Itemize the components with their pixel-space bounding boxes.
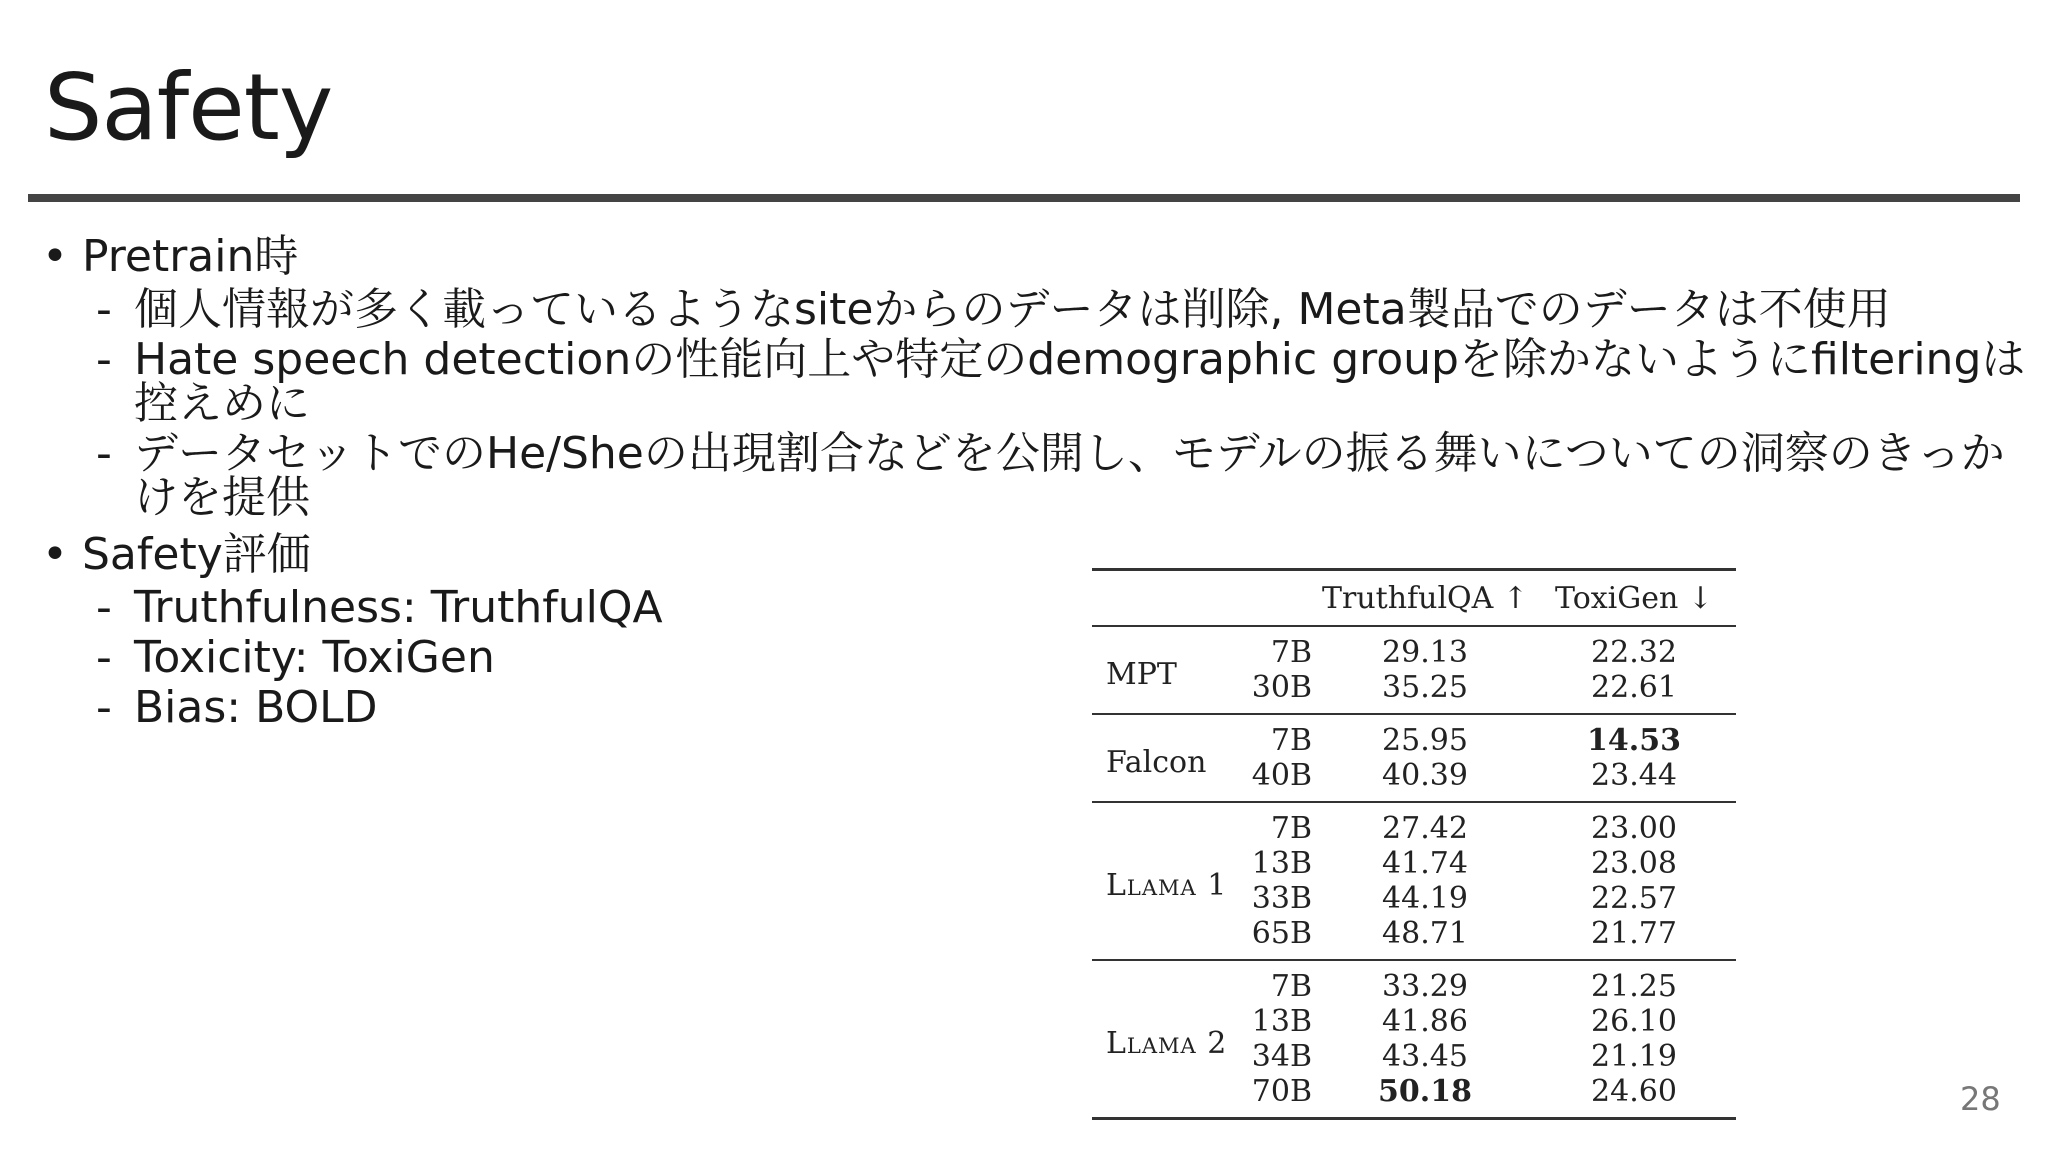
toxigen-cell: 21.77 [1591, 916, 1677, 951]
table-group [1092, 960, 1736, 1119]
toxigen-cell: 21.25 [1591, 969, 1677, 1004]
sub-bullet-marker: - [96, 632, 112, 683]
truthfulqa-cell: 41.86 [1382, 1004, 1468, 1039]
sub-bullet-marker: - [96, 284, 112, 335]
truthfulqa-cell: 50.18 [1378, 1074, 1472, 1109]
toxigen-cell: 22.61 [1591, 670, 1677, 705]
table-row [1092, 802, 1736, 846]
bullet-text: Pretrain時 [82, 231, 299, 282]
truthfulqa-cell: 27.42 [1382, 811, 1468, 846]
model-size-cell: 30B [1251, 670, 1312, 705]
model-size-cell: 70B [1251, 1074, 1312, 1109]
model-size-cell: 7B [1270, 723, 1312, 758]
truthfulqa-cell: 44.19 [1382, 881, 1468, 916]
truthfulqa-cell: 29.13 [1382, 635, 1468, 670]
bullet-text: Safety評価 [82, 529, 311, 580]
header-model [1092, 570, 1232, 627]
sub-bullet [40, 334, 2030, 429]
sub-bullet-marker: - [96, 334, 112, 385]
sub-bullet-text: Bias: BOLD [134, 682, 378, 733]
truthfulqa-cell: 33.29 [1382, 969, 1468, 1004]
title-divider [28, 194, 2020, 202]
truthfulqa-cell: 43.45 [1382, 1039, 1468, 1074]
sub-bullet-marker: - [96, 582, 112, 633]
toxigen-cell: 23.00 [1591, 811, 1677, 846]
model-size-cell: 7B [1270, 811, 1312, 846]
toxigen-cell: 21.19 [1591, 1039, 1677, 1074]
truthfulqa-cell: 35.25 [1382, 670, 1468, 705]
table-row [1092, 714, 1736, 758]
results-table-image [1092, 568, 1736, 1120]
truthfulqa-cell: 41.74 [1382, 846, 1468, 881]
sub-bullet-text: データセットでのHe/Sheの出現割合などを公開し、モデルの振る舞いについての洞察のきっかけを提供 [134, 428, 2005, 523]
header-size [1232, 570, 1318, 627]
truthfulqa-cell: 48.71 [1382, 916, 1468, 951]
sub-bullet [40, 428, 2030, 523]
model-size-cell: 7B [1270, 969, 1312, 1004]
model-size-cell: 13B [1251, 1004, 1312, 1039]
header-truthfulqa: TruthfulQA ↑ [1318, 570, 1532, 627]
toxigen-cell: 22.32 [1591, 635, 1677, 670]
bullet-pretrain [40, 232, 2030, 282]
results-table [1092, 568, 1736, 1120]
toxigen-cell: 23.44 [1591, 758, 1677, 793]
model-size-cell: 40B [1251, 758, 1312, 793]
sub-bullet-text: Hate speech detectionの性能向上や特定のdemographic groupを除かないようにfilteringは控えめに [134, 334, 2026, 429]
toxigen-cell: 26.10 [1591, 1004, 1677, 1039]
header-toxigen: ToxiGen ↓ [1532, 570, 1736, 627]
sub-bullet-text: Toxicity: ToxiGen [134, 632, 495, 683]
model-size-cell: 65B [1251, 916, 1312, 951]
model-name-cell: Falcon [1106, 744, 1207, 780]
table-row [1092, 626, 1736, 670]
table-row [1092, 960, 1736, 1004]
model-size-cell: 7B [1270, 635, 1312, 670]
model-name-cell: Llama 2 [1106, 1025, 1228, 1061]
toxigen-cell: 22.57 [1591, 881, 1677, 916]
toxigen-cell: 24.60 [1591, 1074, 1677, 1109]
truthfulqa-cell: 25.95 [1382, 723, 1468, 758]
model-size-cell: 13B [1251, 846, 1312, 881]
sub-bullet [40, 284, 2030, 335]
model-name-cell: Llama 1 [1106, 867, 1228, 903]
toxigen-cell: 23.08 [1591, 846, 1677, 881]
sub-bullet-text: 個人情報が多く載っているようなsiteからのデータは削除, Meta製品でのデータは不使用 [134, 284, 1891, 335]
table-group [1092, 626, 1736, 714]
slide-title: Safety [44, 54, 333, 161]
table-header-row [1092, 570, 1736, 627]
model-size-cell: 33B [1251, 881, 1312, 916]
table-group [1092, 802, 1736, 960]
sub-bullet-text: Truthfulness: TruthfulQA [134, 582, 663, 633]
truthfulqa-cell: 40.39 [1382, 758, 1468, 793]
sub-bullet-marker: - [96, 682, 112, 733]
toxigen-cell: 14.53 [1587, 723, 1681, 758]
page-number: 28 [1960, 1080, 2001, 1118]
sub-bullet-marker: - [96, 428, 112, 479]
model-size-cell: 34B [1251, 1039, 1312, 1074]
model-name-cell: MPT [1106, 656, 1177, 692]
bullet-marker: • [42, 529, 68, 580]
table-group [1092, 714, 1736, 802]
bullet-marker: • [42, 231, 68, 282]
